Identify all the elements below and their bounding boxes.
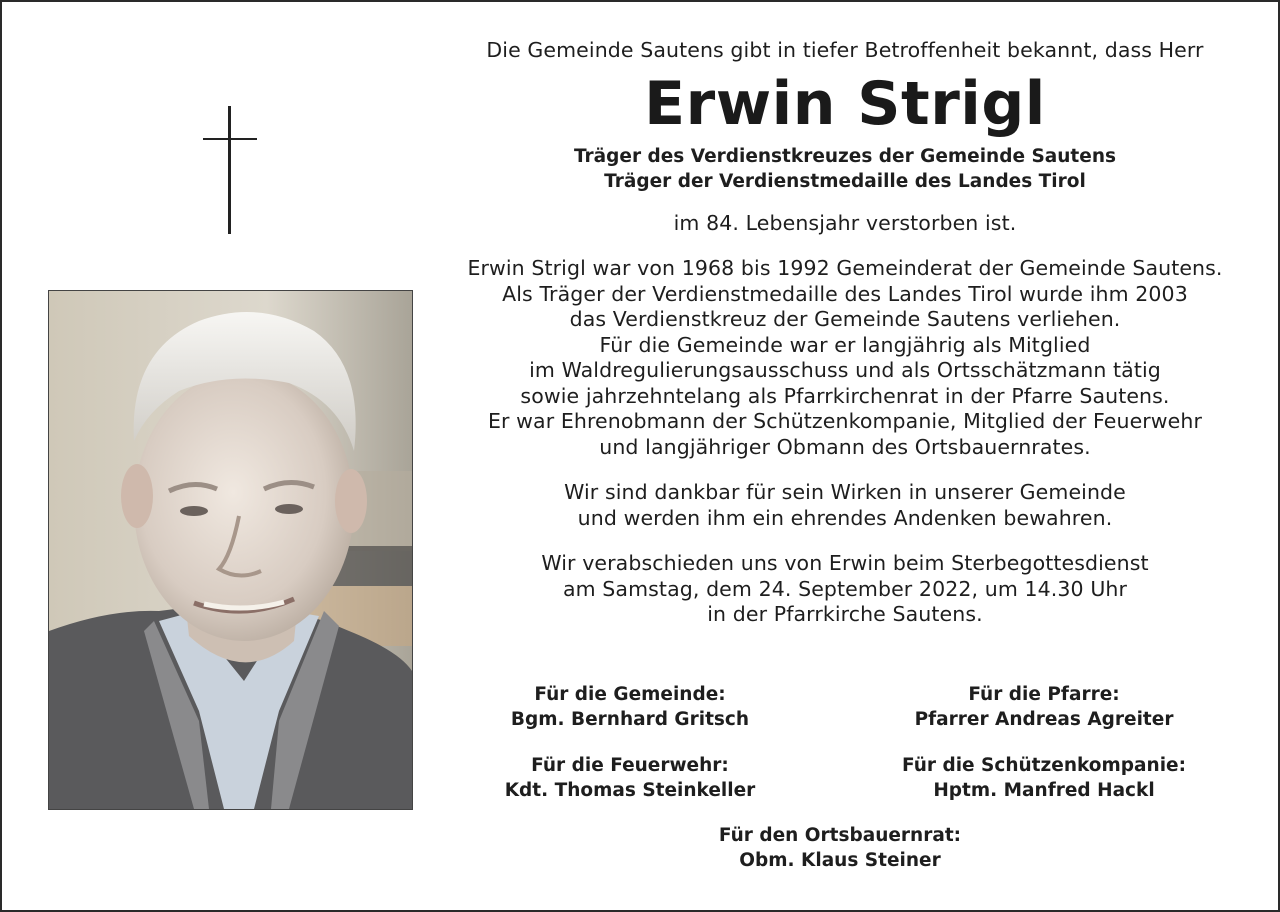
- honors: [432, 144, 1258, 194]
- biography-line: und langjähriger Obmann des Ortsbauernrates.: [599, 434, 1091, 459]
- signatory: [440, 753, 820, 803]
- intro-line: Die Gemeinde Sautens gibt in tiefer Betroffenheit bekannt, dass Herr: [486, 38, 1204, 62]
- service-line: in der Pfarrkirche Sautens.: [707, 602, 983, 626]
- biography-line: Für die Gemeinde war er langjährig als Mitglied: [599, 332, 1091, 357]
- biography-line: das Verdienstkreuz der Gemeinde Sautens verliehen.: [569, 307, 1121, 331]
- biography: [432, 256, 1258, 460]
- age-line: im 84. Lebensjahr verstorben ist.: [673, 210, 1017, 235]
- biography-line: Er war Ehrenobmann der Schützenkompanie, Mitglied der Feuerwehr: [487, 409, 1203, 433]
- gratitude-line: und werden ihm ein ehrendes Andenken bewahren.: [577, 505, 1113, 530]
- signatory: [440, 682, 820, 732]
- signatory: [854, 682, 1234, 732]
- biography-line: sowie jahrzehntelang als Pfarrkirchenrat in der Pfarre Sautens.: [520, 383, 1170, 408]
- signatory-person: Obm. Klaus Steiner: [739, 850, 941, 871]
- biography-line: im Waldregulierungsausschuss und als Ortsschätzmann tätig: [529, 358, 1161, 382]
- signatory-role: Für die Schützenkompanie:: [902, 755, 1186, 776]
- deceased-name: Erwin Strigl: [644, 68, 1046, 139]
- honor-line: Träger des Verdienstkreuzes der Gemeinde Sautens: [573, 145, 1117, 167]
- signatory-person: Pfarrer Andreas Agreiter: [914, 709, 1174, 730]
- gratitude: [432, 480, 1258, 531]
- service-line: Wir verabschieden uns von Erwin beim Sterbegottesdienst: [541, 551, 1149, 575]
- signatory-person: Hptm. Manfred Hackl: [933, 780, 1155, 801]
- biography-line: Als Träger der Verdienstmedaille des Landes Tirol wurde ihm 2003: [502, 281, 1188, 306]
- notice-text: [432, 38, 1258, 628]
- gratitude-line: Wir sind dankbar für sein Wirken in unserer Gemeinde: [564, 480, 1126, 504]
- signatory-role: Für die Gemeinde:: [534, 684, 726, 705]
- signatory-person: Kdt. Thomas Steinkeller: [504, 780, 756, 801]
- signatory-person: Bgm. Bernhard Gritsch: [510, 709, 750, 730]
- cross-icon: [200, 106, 260, 236]
- service-info: [432, 551, 1258, 628]
- signatory: [650, 823, 1030, 873]
- service-line: am Samstag, dem 24. September 2022, um 14.30 Uhr: [562, 576, 1128, 601]
- signatory-role: Für den Ortsbauernrat:: [718, 825, 962, 846]
- signatory: [854, 753, 1234, 803]
- portrait-photo: [48, 290, 413, 810]
- honor-line: Träger der Verdienstmedaille des Landes Tirol: [604, 170, 1086, 192]
- signatory-role: Für die Feuerwehr:: [531, 755, 729, 776]
- biography-line: Erwin Strigl war von 1968 bis 1992 Gemeinderat der Gemeinde Sautens.: [467, 256, 1223, 280]
- signatory-role: Für die Pfarre:: [968, 684, 1120, 705]
